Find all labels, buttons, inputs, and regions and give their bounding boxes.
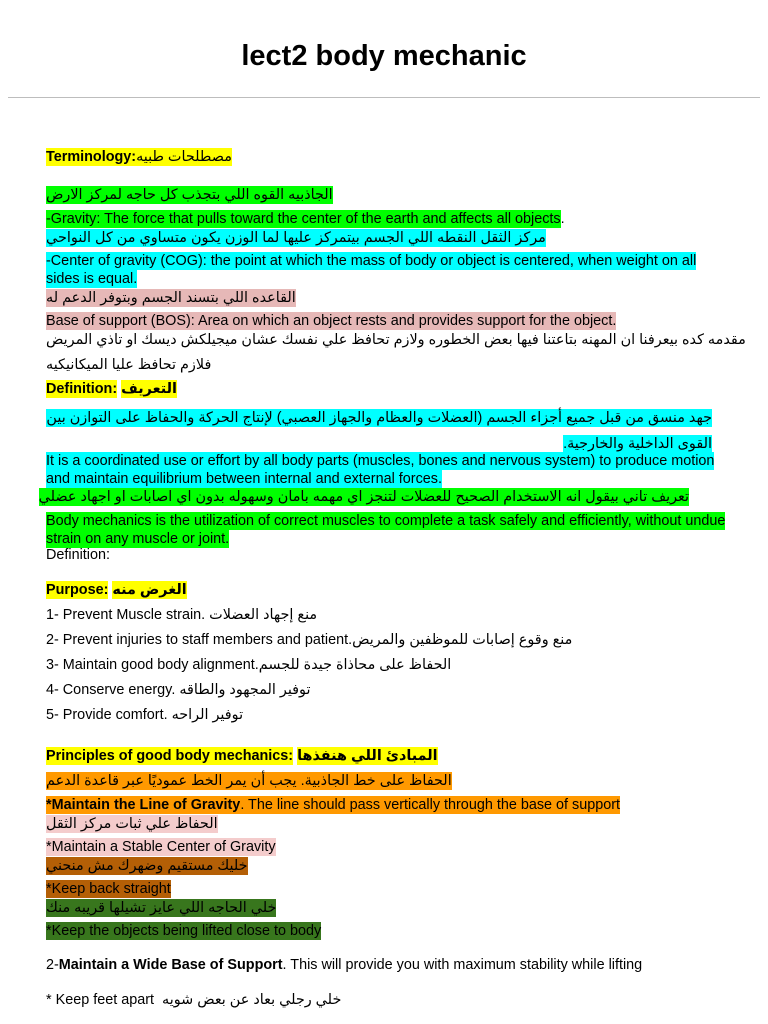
wide-base: 2-Maintain a Wide Base of Support. This will provide you with maximum stability while lifting (46, 957, 643, 973)
definition2-english: Body mechanics is the utilization of correct muscles to complete a task safely and efficiently, without undue strain on any muscle or joint. (46, 513, 726, 547)
purpose-item: 5- Provide comfort. توفير الراحه (46, 707, 244, 723)
bos-arabic: القاعده اللي بتسند الجسم وبتوفر الدعم له (46, 290, 296, 306)
title-divider (8, 97, 760, 98)
purpose-item: 1- Prevent Muscle strain. منع إجهاد العضلات (46, 607, 318, 623)
terminology-heading (46, 148, 232, 166)
definition-arabic: جهد منسق من قبل جميع أجزاء الجسم (العضلات والعظام والجهاز العصبي) لإنتاج الحركة والحفاظ على التوازن بين القوى الداخلية والخارجية. (46, 410, 712, 452)
intro-arabic-1: مقدمه كده بيعرفنا ان المهنه بتاعتنا فيها بعض الخطوره ولازم تحافظ علي نفسك عشان ميجيلكش ديسك او تاذي المريض (46, 332, 746, 348)
gravity-definition: -Gravity: The force that pulls toward the center of the earth and affects all objects. (46, 211, 565, 227)
stable-center-arabic: الحفاظ علي ثبات مركز الثقل (46, 816, 218, 832)
terminology-heading-ar: مصطلحات طبيه (136, 149, 232, 165)
back-straight: *Keep back straight (46, 881, 171, 897)
purpose-heading: Purpose: الغرض منه (46, 582, 187, 598)
definition-english: It is a coordinated use or effort by all body parts (muscles, bones and nervous system) to produce motion and maintain equilibrium between internal and external forces. (46, 453, 715, 487)
definition-trailing: Definition: (46, 547, 110, 563)
purpose-item: 2- Prevent injuries to staff members and patient.منع وقوع إصابات للموظفين والمريض (46, 632, 573, 648)
back-straight-arabic: خليك مستقيم وضهرك مش منحني (46, 858, 248, 874)
terminology-heading-en: Terminology: (46, 149, 137, 165)
line-of-gravity-arabic: الحفاظ على خط الجاذبية. يجب أن يمر الخط عموديًا عبر قاعدة الدعم (46, 773, 452, 789)
purpose-item: 3- Maintain good body alignment.الحفاظ على محاذاة جيدة للجسم (46, 657, 452, 673)
definition2-arabic: تعريف تاني بيقول انه الاستخدام الصحيح للعضلات لتنجز اي مهمه بامان وسهوله بدون اي اصابات او اجهاد عضلي (38, 489, 689, 505)
gravity-arabic: الجاذبيه القوه اللي بتجذب كل حاجه لمركز الارض (46, 187, 333, 203)
intro-arabic-2: فلازم تحافظ عليا الميكانيكيه (46, 357, 212, 373)
definition-heading: Definition: التعريف (46, 381, 177, 397)
cog-arabic: مركز الثقل النقطه اللي الجسم بيتمركز عليها لما الوزن يكون متساوي من كل النواحي (46, 230, 546, 246)
purpose-item: 4- Conserve energy. توفير المجهود والطاقه (46, 682, 311, 698)
bos-definition: Base of support (BOS): Area on which an object rests and provides support for the object. (46, 313, 617, 329)
keep-feet-apart: * Keep feet apart خلي رجلي بعاد عن بعض شويه (46, 992, 342, 1008)
stable-center: *Maintain a Stable Center of Gravity (46, 839, 276, 855)
objects-close: *Keep the objects being lifted close to body (46, 923, 322, 939)
line-of-gravity: *Maintain the Line of Gravity. The line should pass vertically through the base of support (46, 797, 621, 813)
page-title: lect2 body mechanic (241, 40, 527, 72)
objects-close-arabic: خلي الحاجه اللي عايز تشيلها قريبه منك (46, 900, 277, 916)
principles-heading: Principles of good body mechanics: المبادئ اللي هنفذها (46, 748, 438, 764)
cog-definition: -Center of gravity (COG): the point at which the mass of body or object is centered, when weight on all sides is equal. (46, 253, 697, 287)
